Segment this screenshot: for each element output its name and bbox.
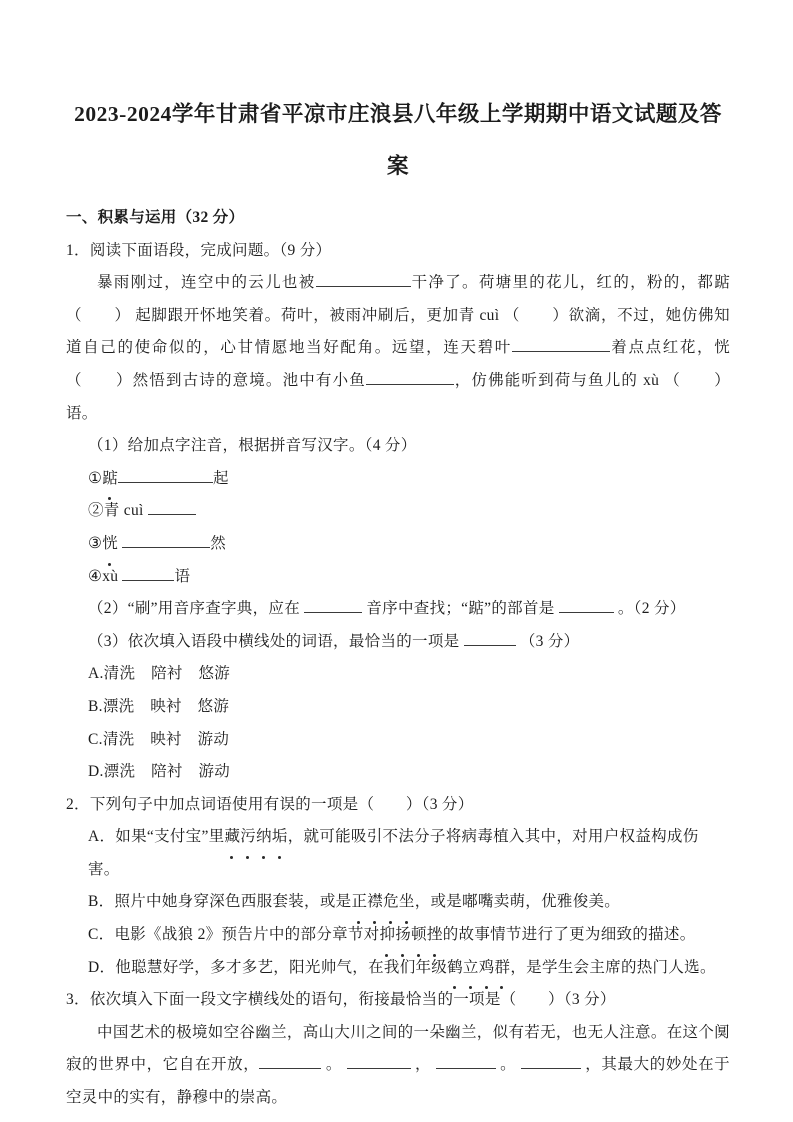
text-run: ②青 cuì — [88, 502, 148, 520]
text-run: 着点点红花，恍 （ ）然悟到古诗的意境。池中有小鱼 — [66, 339, 730, 389]
fill-in-blank — [304, 612, 362, 613]
q1-sub3-option-a: A.清洗 陪衬 悠游 — [88, 665, 231, 683]
q1-sub1-item-1 — [66, 463, 730, 496]
section-heading: 一、积累与运用（32 分） — [66, 209, 245, 226]
dot-emphasized-char: 抑 — [379, 919, 395, 952]
fill-in-blank — [118, 482, 213, 483]
text-run: 。 — [495, 1056, 521, 1074]
text-run: ，就可能吸引不法分子将病毒植入其中，对用户权益构成伤害。 — [88, 828, 699, 878]
q1-sub1-stem: （1）给加点字注音，根据拼音写汉字。（4 分） — [88, 437, 417, 455]
dot-emphasized-char: 顿 — [411, 919, 427, 952]
q1-sub1-item-3 — [66, 528, 730, 561]
text-run: 语 — [174, 567, 191, 585]
fill-in-blank — [366, 384, 454, 385]
text-run: 干净了。荷塘里的花儿，红的，粉的，都踮 （ ） 起脚跟开怀地笑着。荷叶，被雨冲刷后，更加青 cuì （ ）欲滴，不过，她仿佛知道自己的使命似的，心甘情愿地当好配角。远望，连天碧叶 — [66, 274, 730, 357]
q3-stem: 3．依次填入下面一段文字横线处的语句，衔接最恰当的一项是（ ）（3 分） — [66, 991, 616, 1009]
text-run: ，或是嘟嘴卖萌，优雅俊美。 — [414, 893, 621, 911]
q2-stem: 2．下列句子中加点词语使用有误的一项是（ ）（3 分） — [66, 795, 474, 813]
q1-sub3-option-b: B.漂洗 映衬 悠游 — [88, 697, 230, 715]
fill-in-blank — [122, 580, 174, 581]
dot-emphasized-char: 挫 — [427, 919, 443, 952]
text-run: 。（2 分） — [613, 600, 686, 618]
text-run: （3）依次填入语段中横线处的词语，最恰当的一项是 — [88, 632, 464, 650]
text-run: ，仿佛能听到荷与鱼儿的 xù （ ）语。 — [66, 371, 730, 422]
text-run: （2）“刷”用音序查字典，应在 — [88, 600, 305, 618]
text-run: 中国艺术的极境如空谷幽兰，高山大川之间的一朵幽兰，似有若无，也无人注意。在这个阒寂的世界中，它自在开放， — [66, 1023, 730, 1074]
text-run — [118, 535, 122, 552]
text-run: C．电影《战狼 2》预告片中的部分章节对 — [88, 926, 380, 944]
text-run: ③ — [88, 534, 103, 552]
fill-in-blank — [122, 547, 210, 548]
dot-emphasized-char: 危 — [383, 886, 399, 919]
text-run: ④xù — [88, 567, 123, 585]
text-run: 。 — [321, 1056, 347, 1074]
text-run: 的故事情节进行了更为细致的描述。 — [442, 926, 696, 944]
dot-emphasized-char: 襟 — [367, 886, 383, 919]
q2-option-c — [66, 919, 730, 952]
fill-in-blank — [512, 351, 610, 352]
text-run: 音序中查找；“踮”的部首是 — [362, 600, 559, 618]
dot-emphasized-char: 藏 — [224, 821, 240, 854]
dot-emphasized-char: 立 — [463, 952, 479, 985]
fill-in-blank — [559, 612, 614, 613]
fill-in-blank — [148, 514, 196, 515]
q2-option-b — [66, 886, 730, 919]
q1-sub1-item-2 — [66, 495, 730, 528]
dot-emphasized-char: 恍 — [102, 528, 118, 561]
fill-in-blank — [521, 1068, 581, 1069]
document-title: 2023-2024学年甘肃省平凉市庄浪县八年级上学期期中语文试题及答案 — [74, 102, 722, 178]
text-run: 然 — [210, 534, 227, 552]
text-run: 起 — [213, 469, 229, 487]
text-run: D．他聪慧好学，多才多艺，阳光帅气，在我们年级 — [88, 958, 448, 976]
text-run: ， — [410, 1056, 436, 1074]
fill-in-blank — [464, 645, 516, 646]
fill-in-blank — [316, 286, 411, 287]
text-run: A．如果“支付宝”里 — [88, 828, 225, 846]
text-run: ，是学生会主席的热门人选。 — [510, 958, 716, 976]
dot-emphasized-char: 纳 — [256, 821, 272, 854]
text-run: ① — [88, 469, 103, 487]
dot-emphasized-char: 正 — [351, 886, 367, 919]
text-run: 暴雨刚过，连空中的云儿也被 — [97, 274, 316, 292]
q2-option-d — [66, 952, 730, 985]
dot-emphasized-char: 垢 — [272, 821, 288, 854]
dot-emphasized-char: 鸡 — [479, 952, 495, 985]
text-run: （3 分） — [515, 632, 580, 650]
q1-stem: 1．阅读下面语段，完成问题。（9 分） — [66, 241, 332, 259]
fill-in-blank — [347, 1068, 411, 1069]
q1-sub3-option-c: C.清洗 映衬 游动 — [88, 730, 230, 748]
dot-emphasized-char: 鹤 — [447, 952, 463, 985]
dot-emphasized-char: 污 — [240, 821, 256, 854]
dot-emphasized-char: 踮 — [102, 463, 118, 496]
q1-sub1-item-4 — [66, 561, 730, 594]
text-run: ，其最大的妙处在于空灵中的实有，静穆中的崇高。 — [66, 1056, 730, 1107]
q1-sub3-stem — [66, 626, 730, 659]
fill-in-blank — [259, 1068, 321, 1069]
q1-sub2-stem — [66, 593, 730, 626]
q3-passage — [66, 1017, 730, 1115]
dot-emphasized-char: 群 — [495, 952, 511, 985]
dot-emphasized-char: 扬 — [395, 919, 411, 952]
q2-option-a — [66, 821, 730, 886]
text-run: B．照片中她身穿深色西服套装，或是 — [88, 893, 352, 911]
q1-passage — [66, 267, 730, 430]
fill-in-blank — [436, 1068, 496, 1069]
q1-sub3-option-d: D.漂洗 陪衬 游动 — [88, 763, 231, 781]
dot-emphasized-char: 坐 — [399, 886, 415, 919]
